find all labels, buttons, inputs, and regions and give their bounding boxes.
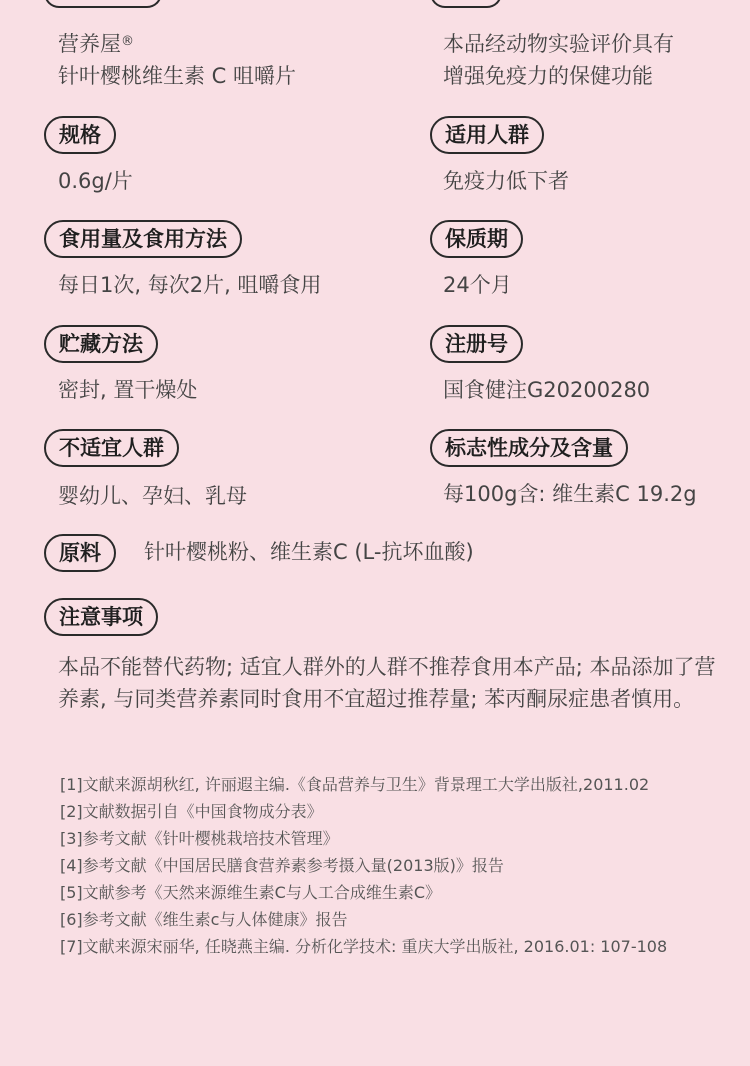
reference-item: [2]文献数据引自《中国食物成分表》 [60, 802, 323, 821]
references-list [60, 771, 740, 960]
spec-value: 0.6g/片 [58, 169, 133, 193]
reference-item: [3]参考文献《针叶樱桃栽培技术管理》 [60, 829, 339, 848]
function-line-2: 增强免疫力的保健功能 [443, 64, 653, 88]
notice-label: 注意事项 [44, 598, 158, 636]
reference-item: [7]文献来源宋丽华, 任晓燕主编. 分析化学技术: 重庆大学出版社, 2016.01: 107-108 [60, 937, 668, 956]
reference-item: [4]参考文献《中国居民膳食营养素参考摄入量(2013版)》报告 [60, 856, 504, 875]
usage-value: 每日1次, 每次2片, 咀嚼食用 [58, 273, 322, 297]
reference-item: [6]参考文献《维生素c与人体健康》报告 [60, 910, 348, 929]
reference-item: [1]文献来源胡秋红, 许丽遐主编.《食品营养与卫生》背景理工大学出版社,2011.02 [60, 775, 650, 794]
registered-mark: ® [121, 34, 134, 49]
shelf-life-value: 24个月 [443, 273, 512, 297]
target-label: 适用人群 [430, 116, 544, 154]
unsuitable-label: 不适宜人群 [44, 429, 179, 467]
raw-material-value: 针叶樱桃粉、维生素C (L-抗坏血酸) [144, 540, 474, 564]
content-value: 每100g含: 维生素C 19.2g [443, 482, 697, 506]
target-value: 免疫力低下者 [443, 169, 569, 193]
top-left-pill [44, 0, 162, 8]
registration-value: 国食健注G20200280 [443, 378, 651, 402]
spec-label: 规格 [44, 116, 116, 154]
usage-label: 食用量及食用方法 [44, 220, 242, 258]
unsuitable-value: 婴幼儿、孕妇、乳母 [58, 484, 247, 508]
function-line-1: 本品经动物实验评价具有 [443, 32, 674, 56]
raw-material-label: 原料 [44, 534, 116, 572]
storage-value: 密封, 置干燥处 [58, 378, 198, 402]
registration-label: 注册号 [430, 325, 523, 363]
storage-label: 贮藏方法 [44, 325, 158, 363]
reference-item: [5]文献参考《天然来源维生素C与人工合成维生素C》 [60, 883, 442, 902]
top-right-pill [430, 0, 502, 8]
notice-text: 本品不能替代药物; 适宜人群外的人群不推荐食用本产品; 本品添加了营养素, 与同类营养素同时食用不宜超过推荐量; 苯丙酮尿症患者慎用。 [58, 655, 716, 711]
product-name: 针叶樱桃维生素 C 咀嚼片 [58, 64, 297, 88]
content-label: 标志性成分及含量 [430, 429, 628, 467]
brand-name: 营养屋® [58, 32, 134, 56]
shelf-life-label: 保质期 [430, 220, 523, 258]
